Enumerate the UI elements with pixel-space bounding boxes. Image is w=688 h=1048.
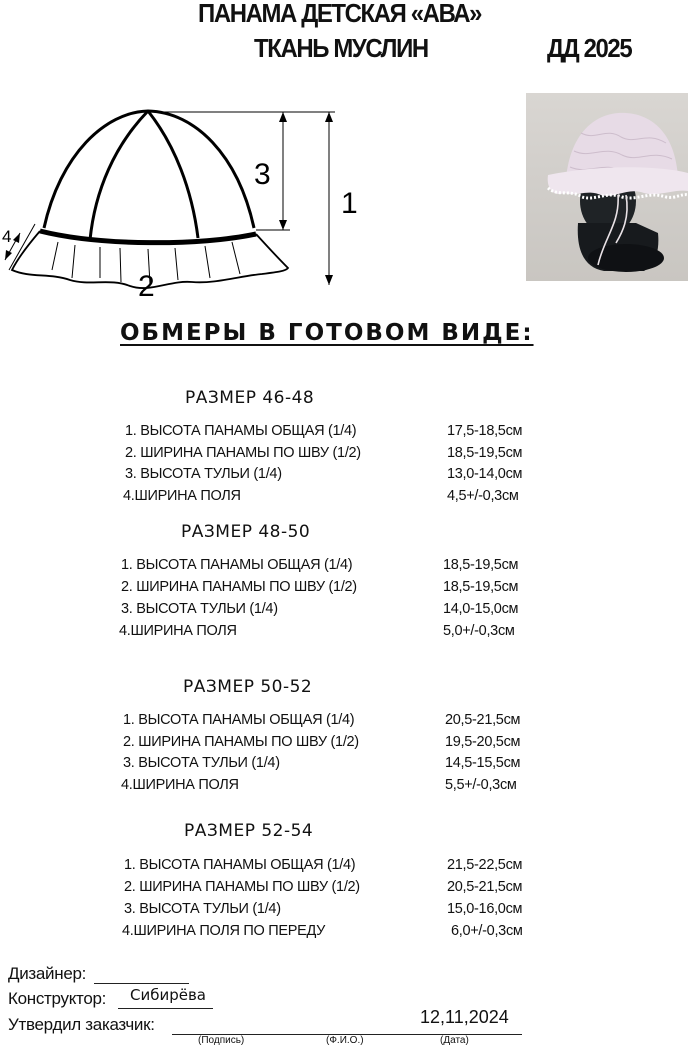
size-48-50-row-3-value: 14,0-15,0см xyxy=(443,601,519,617)
size-48-50-row-2-value: 18,5-19,5см xyxy=(443,579,519,595)
size-50-52-row-3-label: 3. ВЫСОТА ТУЛЬИ (1/4) xyxy=(123,755,280,771)
season-code: ДД 2025 xyxy=(547,33,632,63)
constructor-signature-line xyxy=(118,1008,213,1009)
size-50-52-row-4-value: 5,5+/-0,3см xyxy=(445,777,517,793)
size-48-50-row-2-label: 2. ШИРИНА ПАНАМЫ ПО ШВУ (1/2) xyxy=(121,579,357,595)
designer-signature-line xyxy=(94,983,189,984)
size-52-54-row-2-value: 20,5-21,5см xyxy=(447,879,523,895)
size-52-54-row-4-value: 6,0+/-0,3см xyxy=(451,923,523,939)
size-46-48-row-3-value: 13,0-14,0см xyxy=(447,466,523,482)
size-heading-46-48: РАЗМЕР 46-48 xyxy=(185,388,315,408)
constructor-name: Сибирёва xyxy=(130,986,207,1004)
size-50-52-row-2-label: 2. ШИРИНА ПАНАМЫ ПО ШВУ (1/2) xyxy=(123,734,359,750)
caption-date: (Дата) xyxy=(440,1035,469,1046)
brim-seam xyxy=(40,231,256,243)
document-title: ПАНАМА ДЕТСКАЯ «АВА» xyxy=(198,0,482,28)
size-46-48-row-2-value: 18,5-19,5см xyxy=(447,445,523,461)
size-46-48-row-1-label: 1. ВЫСОТА ПАНАМЫ ОБЩАЯ (1/4) xyxy=(125,423,357,439)
label-4: 4 xyxy=(2,227,12,246)
size-48-50-row-3-label: 3. ВЫСОТА ТУЛЬИ (1/4) xyxy=(121,601,278,617)
crown-outline xyxy=(44,111,254,228)
size-48-50-row-1-label: 1. ВЫСОТА ПАНАМЫ ОБЩАЯ (1/4) xyxy=(121,557,353,573)
size-52-54-row-1-value: 21,5-22,5см xyxy=(447,857,523,873)
caption-signature: (Подпись) xyxy=(198,1035,245,1046)
label-1: 1 xyxy=(341,187,358,220)
size-50-52-row-1-label: 1. ВЫСОТА ПАНАМЫ ОБЩАЯ (1/4) xyxy=(123,712,355,728)
size-50-52-row-3-value: 14,5-15,5см xyxy=(445,755,521,771)
size-48-50-row-1-value: 18,5-19,5см xyxy=(443,557,519,573)
size-46-48-row-4-value: 4,5+/-0,3см xyxy=(447,488,519,504)
size-heading-48-50: РАЗМЕР 48-50 xyxy=(181,522,311,542)
mannequin-with-hat-image xyxy=(526,93,688,281)
designer-label: Дизайнер: xyxy=(8,964,87,983)
size-46-48-row-2-label: 2. ШИРИНА ПАНАМЫ ПО ШВУ (1/2) xyxy=(125,445,361,461)
size-46-48-row-3-label: 3. ВЫСОТА ТУЛЬИ (1/4) xyxy=(125,466,282,482)
size-46-48-row-4-label: 4.ШИРИНА ПОЛЯ xyxy=(123,488,241,504)
size-52-54-row-1-label: 1. ВЫСОТА ПАНАМЫ ОБЩАЯ (1/4) xyxy=(124,857,356,873)
size-52-54-row-3-value: 15,0-16,0см xyxy=(447,901,523,917)
caption-name: (Ф.И.О.) xyxy=(326,1035,364,1046)
size-48-50-row-4-value: 5,0+/-0,3см xyxy=(443,623,515,639)
size-heading-50-52: РАЗМЕР 50-52 xyxy=(183,677,313,697)
section-title: ОБМЕРЫ В ГОТОВОМ ВИДЕ: xyxy=(120,320,534,346)
constructor-label: Конструктор: xyxy=(8,989,107,1008)
size-50-52-row-2-value: 19,5-20,5см xyxy=(445,734,521,750)
size-52-54-row-2-label: 2. ШИРИНА ПАНАМЫ ПО ШВУ (1/2) xyxy=(124,879,360,895)
size-46-48-row-1-value: 17,5-18,5см xyxy=(447,423,523,439)
label-2: 2 xyxy=(138,270,155,303)
fabric-title: ТКАНЬ МУСЛИН xyxy=(254,33,428,63)
label-3: 3 xyxy=(254,158,271,191)
size-52-54-row-3-label: 3. ВЫСОТА ТУЛЬИ (1/4) xyxy=(124,901,281,917)
hat-sketch xyxy=(0,100,370,305)
size-50-52-row-1-value: 20,5-21,5см xyxy=(445,712,521,728)
crown-seam-right xyxy=(148,111,198,238)
approval-date: 12,11,2024 xyxy=(420,1007,509,1027)
approved-by-label: Утвердил заказчик: xyxy=(8,1015,155,1034)
product-photo xyxy=(526,93,688,281)
size-50-52-row-4-label: 4.ШИРИНА ПОЛЯ xyxy=(121,777,239,793)
size-48-50-row-4-label: 4.ШИРИНА ПОЛЯ xyxy=(119,623,237,639)
size-52-54-row-4-label: 4.ШИРИНА ПОЛЯ ПО ПЕРЕДУ xyxy=(122,923,326,939)
size-heading-52-54: РАЗМЕР 52-54 xyxy=(184,821,314,841)
